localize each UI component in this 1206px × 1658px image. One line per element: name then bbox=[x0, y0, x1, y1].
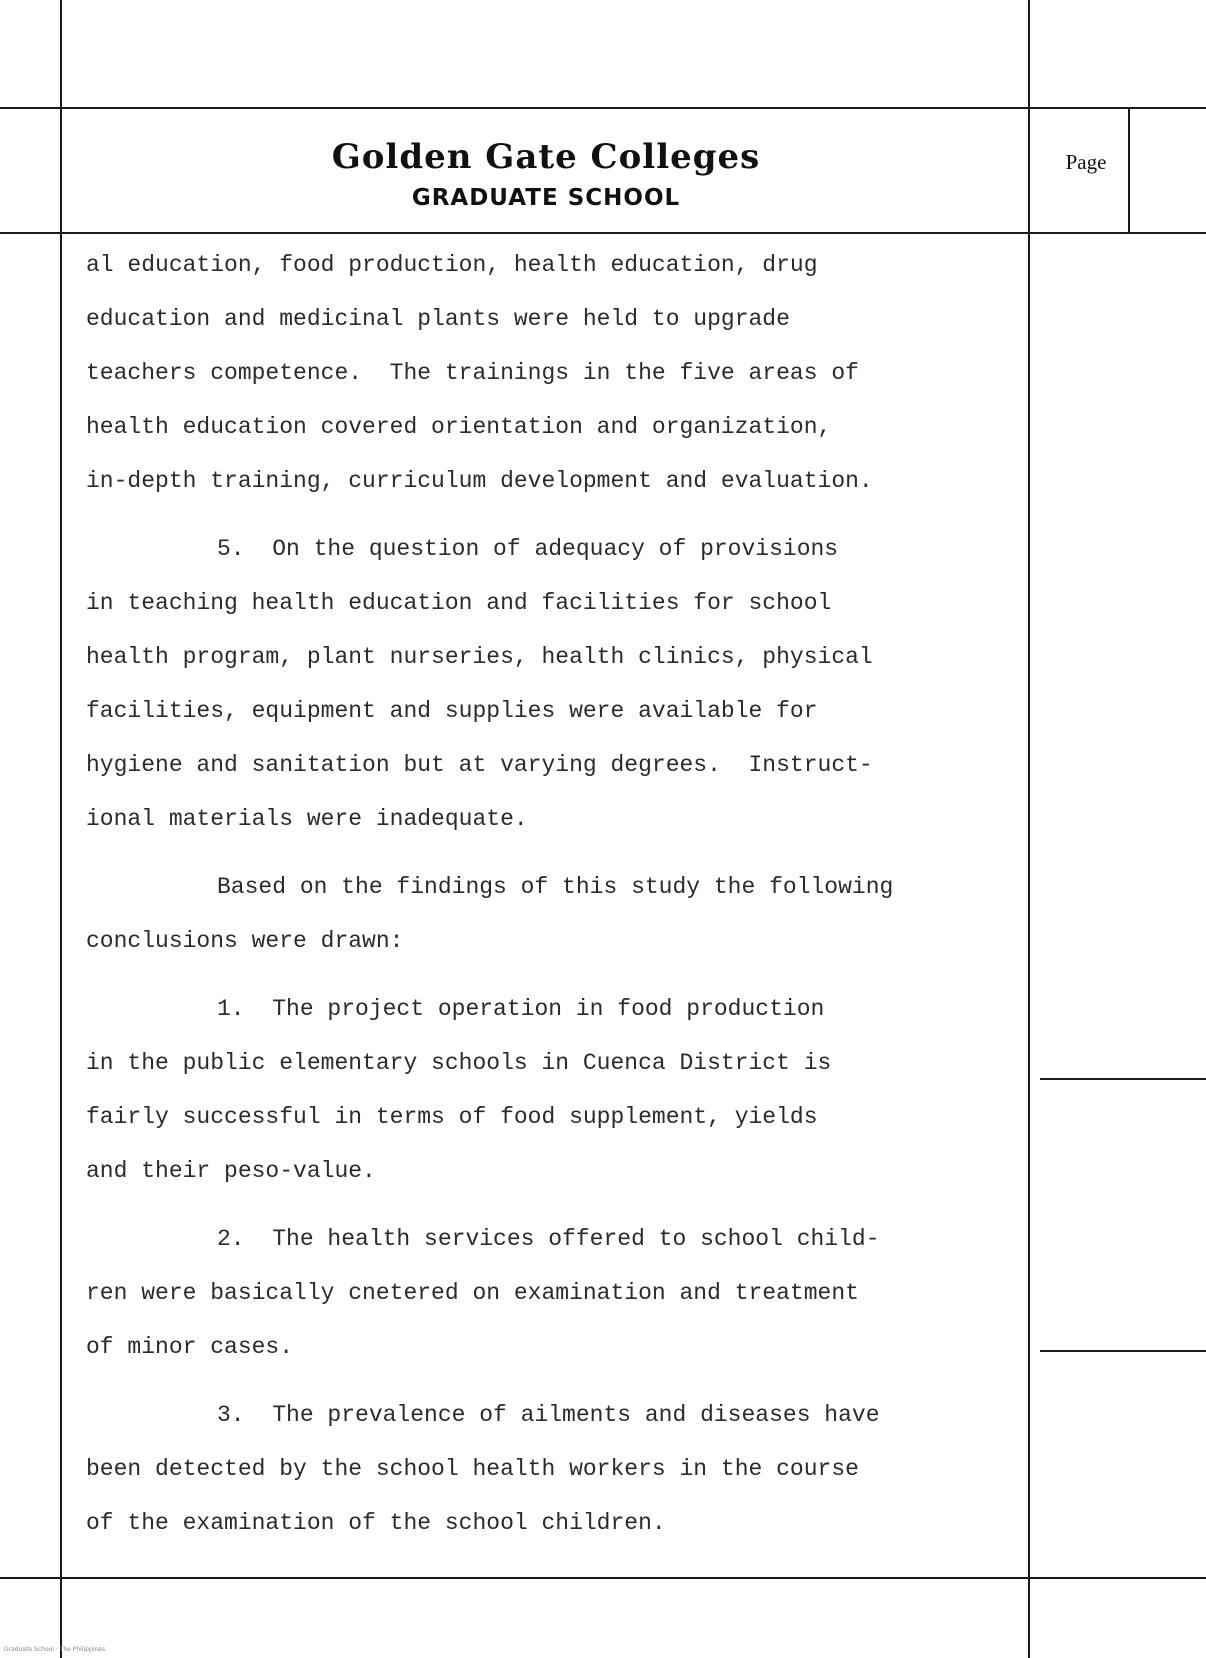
college-name: Golden Gate Colleges bbox=[331, 137, 761, 177]
text-line: education and medicinal plants were held to upgrade bbox=[86, 306, 790, 332]
text-line: Based on the findings of this study the following bbox=[217, 874, 894, 900]
text-line: al education, food production, health education, drug bbox=[86, 252, 818, 278]
header-top-rule bbox=[0, 107, 1206, 109]
text-line: of the examination of the school children. bbox=[86, 1510, 666, 1536]
text-line: teachers competence. The trainings in the five areas of bbox=[86, 360, 859, 386]
text-line: health program, plant nurseries, health clinics, physical bbox=[86, 644, 873, 670]
footer-rule bbox=[0, 1577, 1206, 1579]
text-line: fairly successful in terms of food supplement, yields bbox=[86, 1104, 818, 1130]
text-line: and their peso-value. bbox=[86, 1158, 376, 1184]
text-line: been detected by the school health workers in the course bbox=[86, 1456, 859, 1482]
text-line: health education covered orientation and organization, bbox=[86, 414, 832, 440]
text-line: in teaching health education and facilities for school bbox=[86, 590, 832, 616]
text-line: of minor cases. bbox=[86, 1334, 294, 1360]
left-margin-rule bbox=[60, 0, 62, 1658]
text-line: 2. The health services offered to school child- bbox=[217, 1226, 880, 1252]
right-margin-rule bbox=[1028, 0, 1030, 1658]
text-line: 3. The prevalence of ailments and diseases have bbox=[217, 1402, 880, 1428]
text-line: conclusions were drawn: bbox=[86, 928, 404, 954]
margin-mark-1 bbox=[1040, 1078, 1206, 1080]
letterhead bbox=[62, 115, 1030, 235]
text-line: ional materials were inadequate. bbox=[86, 806, 528, 832]
text-line: 1. The project operation in food production bbox=[217, 996, 825, 1022]
text-line: in the public elementary schools in Cuenca District is bbox=[86, 1050, 832, 1076]
text-line: ren were basically cnetered on examination and treatment bbox=[86, 1280, 859, 1306]
page-label: Page bbox=[1065, 150, 1107, 174]
school-name: GRADUATE SCHOOL bbox=[411, 185, 681, 211]
margin-mark-2 bbox=[1040, 1350, 1206, 1352]
text-line: in-depth training, curriculum development and evaluation. bbox=[86, 468, 873, 494]
footer-note: Graduate School · The Philippines bbox=[4, 1646, 106, 1653]
text-line: hygiene and sanitation but at varying degrees. Instruct- bbox=[86, 752, 873, 778]
text-line: 5. On the question of adequacy of provisions bbox=[217, 536, 839, 562]
text-line: facilities, equipment and supplies were available for bbox=[86, 698, 818, 724]
